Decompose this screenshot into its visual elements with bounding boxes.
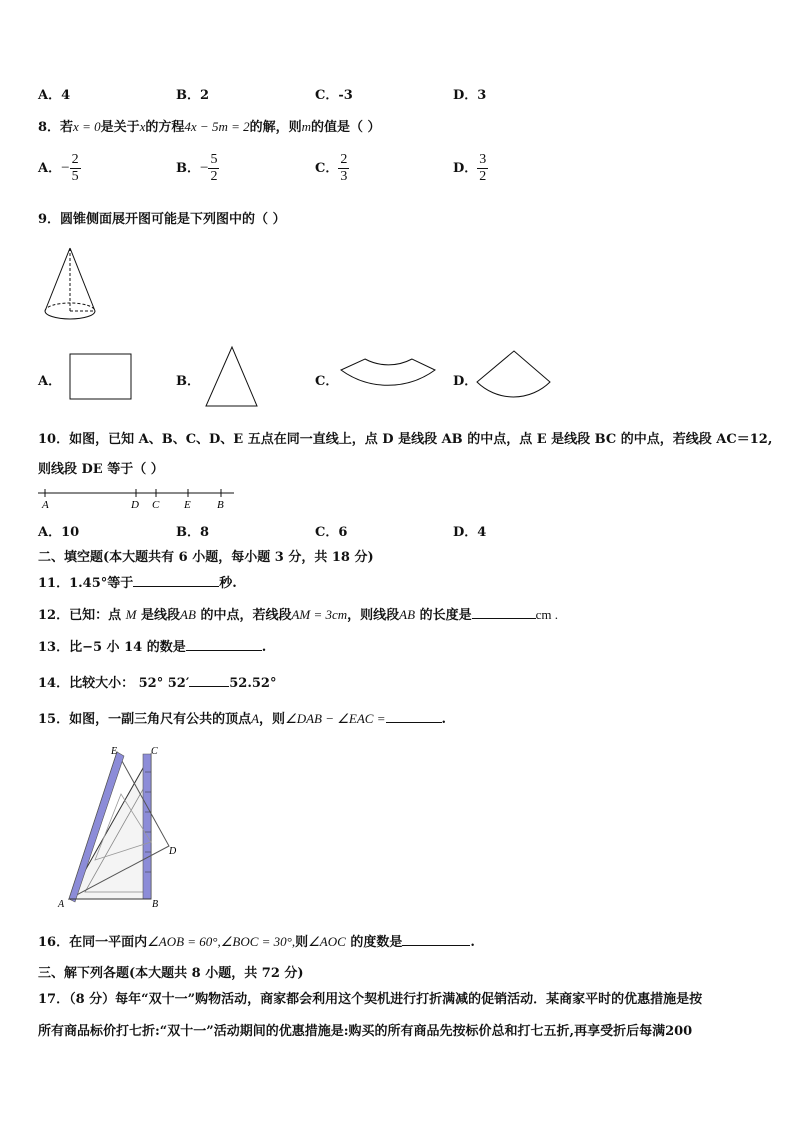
point-label-a: A xyxy=(58,899,65,910)
q10-option-b: B．8 xyxy=(176,525,210,540)
q16-text: 则 xyxy=(295,935,309,950)
point-label-d: D xyxy=(131,499,139,511)
q8-text: 8．若 xyxy=(38,120,74,135)
point-label-c: C xyxy=(152,499,160,511)
q8-text: 的方程 xyxy=(145,120,185,135)
question-17-line1: 17．（8 分）每年“双十一”购物活动，商家都会利用这个契机进行打折满减的促销活动．某商家平时的优惠措施是按 xyxy=(38,992,703,1007)
denominator: 2 xyxy=(210,169,218,184)
q9-option-d-label: D． xyxy=(453,374,478,389)
q16-expr: ∠AOB = 60°,∠BOC = 30°, xyxy=(147,934,296,949)
numerator: 3 xyxy=(479,152,487,167)
q9-option-c-label: C． xyxy=(315,374,339,389)
answer-blank xyxy=(402,933,470,946)
question-8-stem xyxy=(38,116,381,135)
fraction xyxy=(477,152,488,185)
section-2-heading: 二、填空题(本大题共有 6 小题，每小题 3 分，共 18 分) xyxy=(38,550,374,565)
fraction xyxy=(338,152,349,185)
q11-text: 秒. xyxy=(219,576,237,591)
point-label-a: A xyxy=(42,499,49,511)
q13-text: 13．比−5 小 14 的数是 xyxy=(38,640,186,655)
option-label: B． xyxy=(176,161,200,176)
q16-text: 16．在同一平面内 xyxy=(38,935,148,950)
annular-sector-figure xyxy=(338,356,440,404)
q10-option-c: C．6 xyxy=(315,525,348,540)
q16-text: 的度数是 xyxy=(350,935,403,950)
question-10-stem-line2: 则线段 DE 等于（ ） xyxy=(38,462,164,477)
q7-option-a: A．4 xyxy=(38,88,71,103)
point-label-b: B xyxy=(152,899,159,910)
numerator: 5 xyxy=(210,152,218,167)
point-label-b: B xyxy=(217,499,224,511)
answer-blank xyxy=(186,638,262,651)
option-sign: − xyxy=(200,160,209,176)
answer-blank xyxy=(133,574,219,587)
q15-text: . xyxy=(441,712,447,727)
q8-equation-x0: x = 0 xyxy=(73,119,101,134)
q8-option-d xyxy=(453,152,488,185)
option-label: C． xyxy=(315,161,339,176)
q12-text: 12．已知：点 xyxy=(38,608,122,623)
question-16 xyxy=(38,931,475,950)
q14-text: 14．比较大小： xyxy=(38,676,135,691)
answer-blank xyxy=(189,674,229,687)
denominator: 2 xyxy=(479,169,487,184)
q12-text: 是线段 xyxy=(141,608,181,623)
q8-text: 的解，则 xyxy=(249,120,302,135)
q8-text: 的值是（ ） xyxy=(311,120,381,135)
q8-equation: 4x − 5m = 2 xyxy=(184,119,250,134)
q12-text: ，则线段 xyxy=(347,608,400,623)
q10-option-d: D．4 xyxy=(453,525,487,540)
q12-text: 的长度是 xyxy=(419,608,472,623)
q15-text: 15．如图，一副三角尺有公共的顶点 xyxy=(38,712,252,727)
question-15 xyxy=(38,708,446,727)
q9-option-b-label: B． xyxy=(176,374,200,389)
q15-var: A xyxy=(251,711,260,726)
number-line-figure xyxy=(36,484,240,512)
q12-expr: AM = 3cm xyxy=(291,607,348,622)
q15-expr: ∠DAB − ∠EAC = xyxy=(285,711,386,726)
q8-var-m: m xyxy=(301,119,312,134)
point-label-c: C xyxy=(151,746,158,757)
q12-text: 的中点，若线段 xyxy=(200,608,292,623)
q12-var: AB xyxy=(180,607,196,622)
question-17-line2: 所有商品标价打七折:“双十一”活动期间的优惠措施是:购买的所有商品先按标价总和打七五折,再享受折后每满200 xyxy=(38,1024,693,1039)
question-9-stem: 9．圆锥侧面展开图可能是下列图中的（ ） xyxy=(38,212,286,227)
q8-option-a xyxy=(38,152,81,185)
q7-option-b: B．2 xyxy=(176,88,210,103)
q12-var: M xyxy=(125,607,137,622)
question-13 xyxy=(38,636,266,655)
sector-figure xyxy=(474,348,554,410)
answer-blank xyxy=(386,710,442,723)
cone-figure xyxy=(40,243,100,325)
q8-option-b xyxy=(176,152,219,185)
q9-option-a-label: A． xyxy=(38,374,62,389)
q7-option-d: D．3 xyxy=(453,88,487,103)
rectangle-figure xyxy=(68,352,134,402)
q16-var: ∠AOC xyxy=(308,934,346,949)
numerator: 2 xyxy=(71,152,79,167)
q13-text: . xyxy=(261,640,267,655)
q12-var: AB xyxy=(399,607,416,622)
q14-right-value: 52.52° xyxy=(229,676,277,691)
point-label-e: E xyxy=(111,746,118,757)
q8-var-x: x xyxy=(139,119,146,134)
point-label-d: D xyxy=(169,846,177,857)
point-label-e: E xyxy=(184,499,191,511)
q11-text: 11．1.45°等于 xyxy=(38,576,134,591)
triangle-figure xyxy=(204,345,260,409)
q14-left-value: 52° 52′ xyxy=(138,676,190,691)
q15-text: ，则 xyxy=(259,712,286,727)
option-label: A． xyxy=(38,161,62,176)
denominator: 3 xyxy=(340,169,348,184)
q8-text: 是关于 xyxy=(100,120,140,135)
option-label: D． xyxy=(453,161,478,176)
triangle-rulers-figure xyxy=(55,742,190,912)
q7-option-c: C．-3 xyxy=(315,88,353,103)
option-sign: − xyxy=(61,160,70,176)
question-10-stem-line1: 10．如图，已知 A、B、C、D、E 五点在同一直线上，点 D 是线段 AB 的中点，点 E 是线段 BC 的中点，若线段 AC＝12, xyxy=(38,432,773,447)
question-12 xyxy=(38,604,558,623)
numerator: 2 xyxy=(340,152,348,167)
q8-option-c xyxy=(315,152,349,185)
question-14 xyxy=(38,672,276,691)
denominator: 5 xyxy=(71,169,79,184)
q10-option-a: A．10 xyxy=(38,525,80,540)
section-3-heading: 三、解下列各题(本大题共 8 小题，共 72 分) xyxy=(38,966,304,981)
q16-text: . xyxy=(470,935,475,950)
fraction xyxy=(70,152,81,185)
fraction xyxy=(208,152,219,185)
q12-unit: cm . xyxy=(535,607,558,622)
question-11 xyxy=(38,572,237,591)
answer-blank xyxy=(472,606,536,619)
